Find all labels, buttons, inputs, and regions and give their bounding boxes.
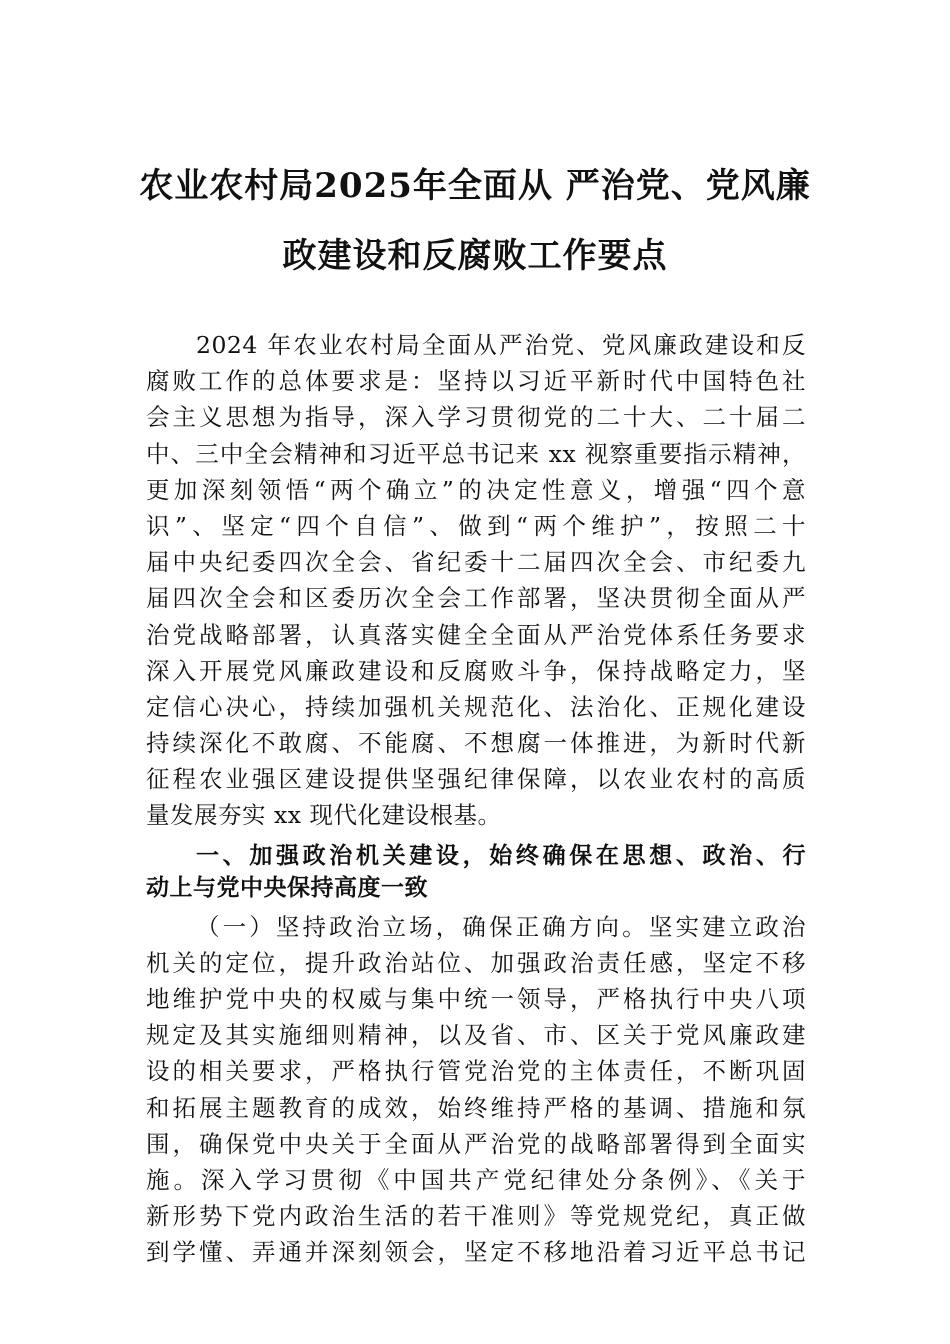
document-body bbox=[146, 327, 806, 1271]
intro-line-13: 征程农业强区建设提供坚强纪律保障，以农业农村的高质 bbox=[146, 765, 806, 794]
sub-1-line-5: 设的相关要求，严格执行管党治党的主体责任，不断巩固 bbox=[146, 1057, 806, 1086]
sub-1-line-1: （一）坚持政治立场，确保正确方向。坚实建立政治 bbox=[196, 912, 806, 941]
section-1-heading-line-2: 动上与党中央保持高度一致 bbox=[146, 875, 428, 902]
intro-line-3: 会主义思想为指导，深入学习贯彻党的二十大、二十届二 bbox=[146, 403, 806, 432]
document-title-line-2: 政建设和反腐败工作要点 bbox=[282, 236, 668, 276]
sub-1-line-4: 规定及其实施细则精神，以及省、市、区关于党风廉政建 bbox=[146, 1021, 806, 1050]
intro-line-14: 量发展夯实 xx 现代化建设根基。 bbox=[146, 801, 502, 830]
intro-line-6: 识”、坚定“四个自信”、做到“两个维护”，按照二十 bbox=[146, 511, 806, 540]
intro-line-7: 届中央纪委四次全会、省纪委十二届四次全会、市纪委九 bbox=[146, 548, 806, 577]
intro-line-4: 中、三中全会精神和习近平总书记来 xx 视察重要指示精神， bbox=[146, 439, 806, 468]
sub-1-line-3: 地维护党中央的权威与集中统一领导，严格执行中央八项 bbox=[146, 985, 806, 1013]
intro-line-5: 更加深刻领悟“两个确立”的决定性意义，增强“四个意 bbox=[146, 475, 806, 504]
intro-paragraph bbox=[146, 327, 806, 834]
section-1-heading bbox=[146, 840, 806, 905]
intro-line-11: 定信心决心，持续加强机关规范化、法治化、正规化建设 bbox=[146, 692, 806, 721]
sub-1-line-9: 新形势下党内政治生活的若干准则》等党规党纪，真正做 bbox=[146, 1202, 806, 1231]
intro-line-12: 持续深化不敢腐、不能腐、不想腐一体推进，为新时代新 bbox=[146, 729, 806, 758]
sub-1-line-2: 机关的定位，提升政治站位、加强政治责任感，坚定不移 bbox=[146, 948, 806, 977]
document-title-line-1: 农业农村局2025年全面从 严治党、党风廉 bbox=[139, 166, 811, 206]
intro-line-2: 腐败工作的总体要求是：坚持以习近平新时代中国特色社 bbox=[146, 367, 806, 396]
intro-line-8: 届四次全会和区委历次全会工作部署，坚决贯彻全面从严 bbox=[146, 584, 806, 613]
intro-line-1: 2024 年农业农村局全面从严治党、党风廉政建设和反 bbox=[196, 331, 806, 359]
sub-1-line-7: 围，确保党中央关于全面从严治党的战略部署得到全面实 bbox=[146, 1129, 806, 1158]
section-1-heading-line-1: 一、加强政治机关建设，始终确保在思想、政治、行 bbox=[196, 842, 806, 869]
sub-1-line-8: 施。深入学习贯彻《中国共产党纪律处分条例》、《关于 bbox=[146, 1165, 806, 1194]
sub-1-line-6: 和拓展主题教育的成效，始终维持严格的基调、措施和氛 bbox=[146, 1093, 806, 1122]
intro-line-9: 治党战略部署，认真落实健全全面从严治党体系任务要求 bbox=[146, 620, 806, 649]
sub-1-line-10: 到学懂、弄通并深刻领会，坚定不移地沿着习近平总书记 bbox=[146, 1238, 806, 1267]
section-1-sub-1-paragraph bbox=[146, 909, 806, 1271]
intro-line-10: 深入开展党风廉政建设和反腐败斗争，保持战略定力，坚 bbox=[146, 656, 806, 685]
